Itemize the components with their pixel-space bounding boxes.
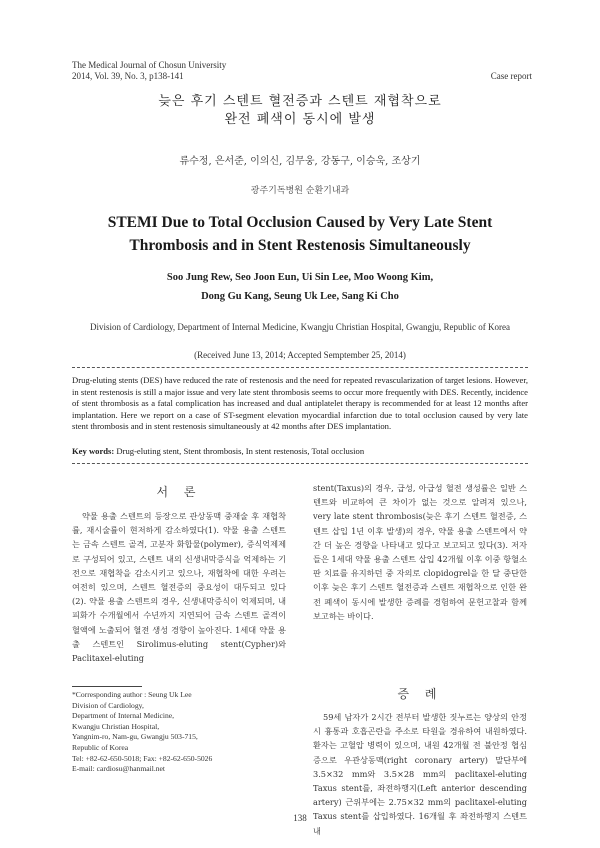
received-dates: (Received June 13, 2014; Accepted Semptember 25, 2014) [194, 350, 406, 360]
keywords [72, 446, 528, 458]
korean-title [0, 93, 600, 129]
footnote-email: E-mail: cardiosu@hanmail.net [72, 764, 166, 774]
case-paragraph: 59세 남자가 2시간 전부터 발생한 짓누르는 양상의 안정 시 흉통과 호흡곤란을 주소로 타원을 경유하여 내원하였다. 환자는 고혈압 병력이 있으며, 내원 42개월 전 불안정 협심증으로 우관상동맥(right coronary artery) 말단부에 3.5×32 mm와 3.5×28 mm의 paclitaxel-eluting Taxus stent를, 좌전하행지(Left anterior descending artery) 근위부에는 2.75×32 mm의 paclitaxel-eluting Taxus stent를 삽입하였다. 16개월 후 좌전하행지 스텐트 내 [313, 712, 527, 836]
journal-header [72, 60, 226, 82]
footnote-divider [72, 686, 142, 687]
keywords-list: Drug-eluting stent, Stent thrombosis, In stent restenosis, Total occlusion [116, 446, 365, 456]
korean-affiliation: 광주기독병원 순환기내과 [250, 186, 350, 196]
english-title-line1: STEMI Due to Total Occlusion Caused by Very Late Stent [107, 214, 493, 231]
english-authors-line1: Soo Jung Rew, Seo Joon Eun, Ui Sin Lee, Moo Woong Kim, [166, 272, 434, 283]
right-column-body [313, 481, 527, 623]
journal-volume: 2014, Vol. 39, No. 3, p138-141 [72, 71, 184, 81]
corresponding-author-footnote [72, 690, 286, 775]
intro-continuation-paragraph: stent(Taxus)의 경우, 급성, 아급성 혈전 생성률은 일반 스텐트와 비교하여 큰 차이가 없는 것으로 알려져 있으나, very late stent thrombosis(늦은 후기 스텐트 혈전증, 스텐트 삽입 1년 이후 발생)의 경우, 약물 용출 스텐트에서 약간 더 높은 경향을 나타내고 있다고 보고되고 있다(3). 저자들은 1세대 약물 용출 스텐트 삽입 42개월 이후 이중 항혈소판 치료를 유지하던 중 자의로 clopidogrel을 한 달 중단한 이후 늦은 후기 스텐트 혈전증과 스텐트 재협착으로 인한 완전 폐색이 동시에 발생한 증례를 경험하여 문헌고찰과 함께 보고하는 바이다. [313, 483, 527, 621]
page-number: 138 [293, 813, 307, 823]
footnote-department: Department of Internal Medicine, [72, 711, 175, 721]
english-authors [0, 268, 600, 306]
journal-name: The Medical Journal of Chosun University [72, 60, 227, 70]
english-affiliation: Division of Cardiology, Department of Internal Medicine, Kwangju Christian Hospital, Gwangju, Republic of Korea [89, 322, 511, 332]
korean-authors: 류수정, 은서준, 이의신, 김무웅, 강동구, 이승욱, 조상기 [179, 156, 421, 167]
case-heading: 증 례 [397, 687, 443, 701]
korean-title-line1: 늦은 후기 스텐트 혈전증과 스텐트 재협착으로 [158, 94, 442, 109]
footnote-street: Yangnim-ro, Nam-gu, Gwangju 503-715, [72, 732, 198, 742]
footnote-country: Republic of Korea [72, 742, 129, 752]
footnote-hospital: Kwangju Christian Hospital, [72, 721, 160, 731]
english-title-line2: Thrombosis and in Stent Restenosis Simultaneously [129, 237, 471, 254]
introduction-body [72, 509, 286, 665]
introduction-paragraph: 약물 용출 스텐트의 등장으로 관상동맥 중재술 후 재협착률, 재시술률이 현저하게 감소하였다(1). 약물 용출 스텐트는 금속 스텐트 골격, 고분자 화합물(polymer), 증식억제제로 구성되어 있고, 스텐트 내의 신생내막증식을 억제하는 기전으로 재협착을 감소시키고 있으나, 재협착에 대한 우려는 여전히 있으며, 스텐트 혈전증의 중요성이 대두되고 있다(2). 약물 용출 스텐트의 경우, 신생내막증식이 억제되며, 내피화가 수개월에서 수년까지 지연되어 금속 스텐트 골격이 혈액에 노출되어 혈전 생성 경향이 높아진다. 1세대 약물 용출 스텐트인 Sirolimus-eluting stent(Cypher)와 Paclitaxel-eluting [72, 511, 286, 664]
footnote-phone: Tel: +82-62-650-5018; Fax: +82-62-650-5026 [72, 753, 213, 763]
article-type: Case report [490, 71, 532, 81]
abstract-top-divider [72, 367, 528, 368]
english-title [0, 211, 600, 257]
keywords-label: Key words: [72, 446, 115, 456]
english-authors-line2: Dong Gu Kang, Seung Uk Lee, Sang Ki Cho [201, 291, 399, 302]
footnote-author: *Corresponding author : Seung Uk Lee [72, 690, 192, 699]
introduction-heading: 서 론 [156, 485, 202, 499]
footnote-division: Division of Cardiology, [72, 700, 144, 710]
korean-title-line2: 완전 폐색이 동시에 발생 [224, 112, 376, 127]
abstract-bottom-divider [72, 463, 528, 464]
abstract-text: Drug-eluting stents (DES) have reduced the rate of restenosis and the need for repeated revascularization of target lesions. However, in stent restenosis is still a major issue and very late stent thrombosis seems to occur more frequently with DES. Recently, incidence of stent thrombosis as a fatal complication has increased and dual antiplatelet therapy is recommended for at least 12 months after implantation. Here we report on a case of ST-segment elevation myocardial infarction due to total occlusion caused by very late stent thrombosis and in stent restenosis simultaneously at 42 months after DES implantation. [72, 375, 528, 431]
